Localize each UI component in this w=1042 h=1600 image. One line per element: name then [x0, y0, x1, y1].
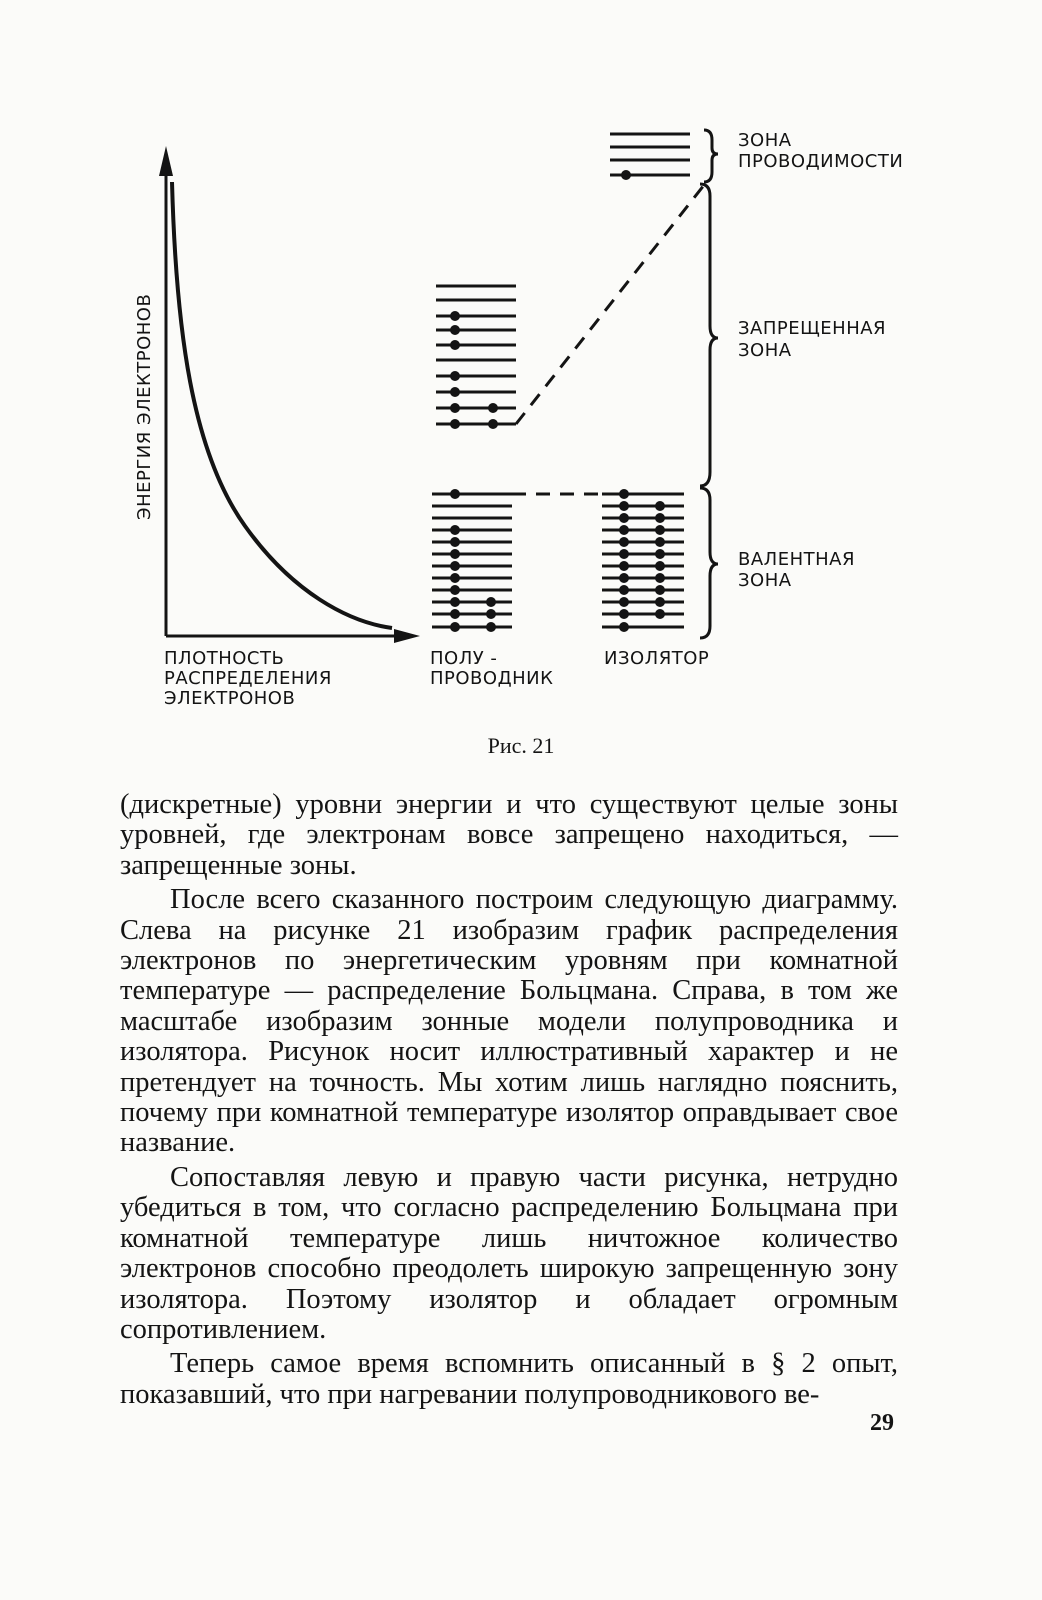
conduction-zone-label: ЗОНА ПРОВОДИМОСТИ — [738, 130, 904, 172]
semiconductor-valence-levels — [432, 494, 512, 627]
semiconductor-conduction-levels — [436, 286, 516, 424]
valence-zone-label: ВАЛЕНТНАЯ ЗОНА — [738, 549, 855, 591]
page-number: 29 — [870, 1410, 894, 1436]
paragraph: Теперь самое время вспомнить описанный в § 2 опыт, показавший, что при нагревании полупроводникового ве- — [120, 1348, 898, 1410]
boltzmann-curve — [172, 182, 392, 628]
band-diagram-figure — [0, 0, 1042, 730]
energy-axis — [159, 146, 173, 636]
y-axis-label: ЭНЕРГИЯ ЭЛЕКТРОНОВ — [134, 293, 155, 520]
zone-braces — [700, 130, 718, 638]
paragraph: После всего сказанного построим следующую диаграмму. Слева на рисунке 21 изобразим график распределения электронов по энергетическим уровням при комнатной температуре — распределение Больцмана. Справа, в том же масштабе изобразим зонные модели полупроводника и изолятора. Рисунок носит иллюстративный характер и не претендует на точность. Мы хотим лишь наглядно пояснить, почему при комнатной температуре изолятор оправдывает свое название. — [120, 884, 898, 1159]
figure-caption: Рис. 21 — [487, 733, 555, 758]
density-axis — [166, 629, 420, 643]
insulator-conduction-levels — [610, 134, 690, 175]
dashed-connectors — [512, 180, 708, 494]
paragraph: (дискретные) уровни энергии и что существуют целые зоны уровней, где электронам вовсе запрещено находиться, — запрещенные зоны. — [120, 789, 898, 881]
x-axis-label: ПЛОТНОСТЬ РАСПРЕДЕЛЕНИЯ ЭЛЕКТРОНОВ — [164, 648, 332, 709]
semiconductor-valence-electrons — [450, 489, 496, 632]
insulator-valence-levels — [602, 494, 684, 627]
insulator-valence-electrons — [619, 489, 665, 632]
insulator-excited-electron — [621, 170, 631, 180]
semiconductor-label: ПОЛУ - ПРОВОДНИК — [430, 648, 554, 689]
insulator-label: ИЗОЛЯТОР — [604, 648, 710, 669]
paragraph: Сопоставляя левую и правую части рисунка, нетрудно убедиться в том, что согласно распределению Больцмана при комнатной температуре лишь ничтожное количество электронов способно преодолеть широкую запрещенную зону изолятора. Поэтому изолятор и обладает огромным сопротивлением. — [120, 1161, 898, 1345]
body-text — [120, 790, 898, 1410]
forbidden-zone-label: ЗАПРЕЩЕННАЯ ЗОНА — [738, 318, 887, 361]
